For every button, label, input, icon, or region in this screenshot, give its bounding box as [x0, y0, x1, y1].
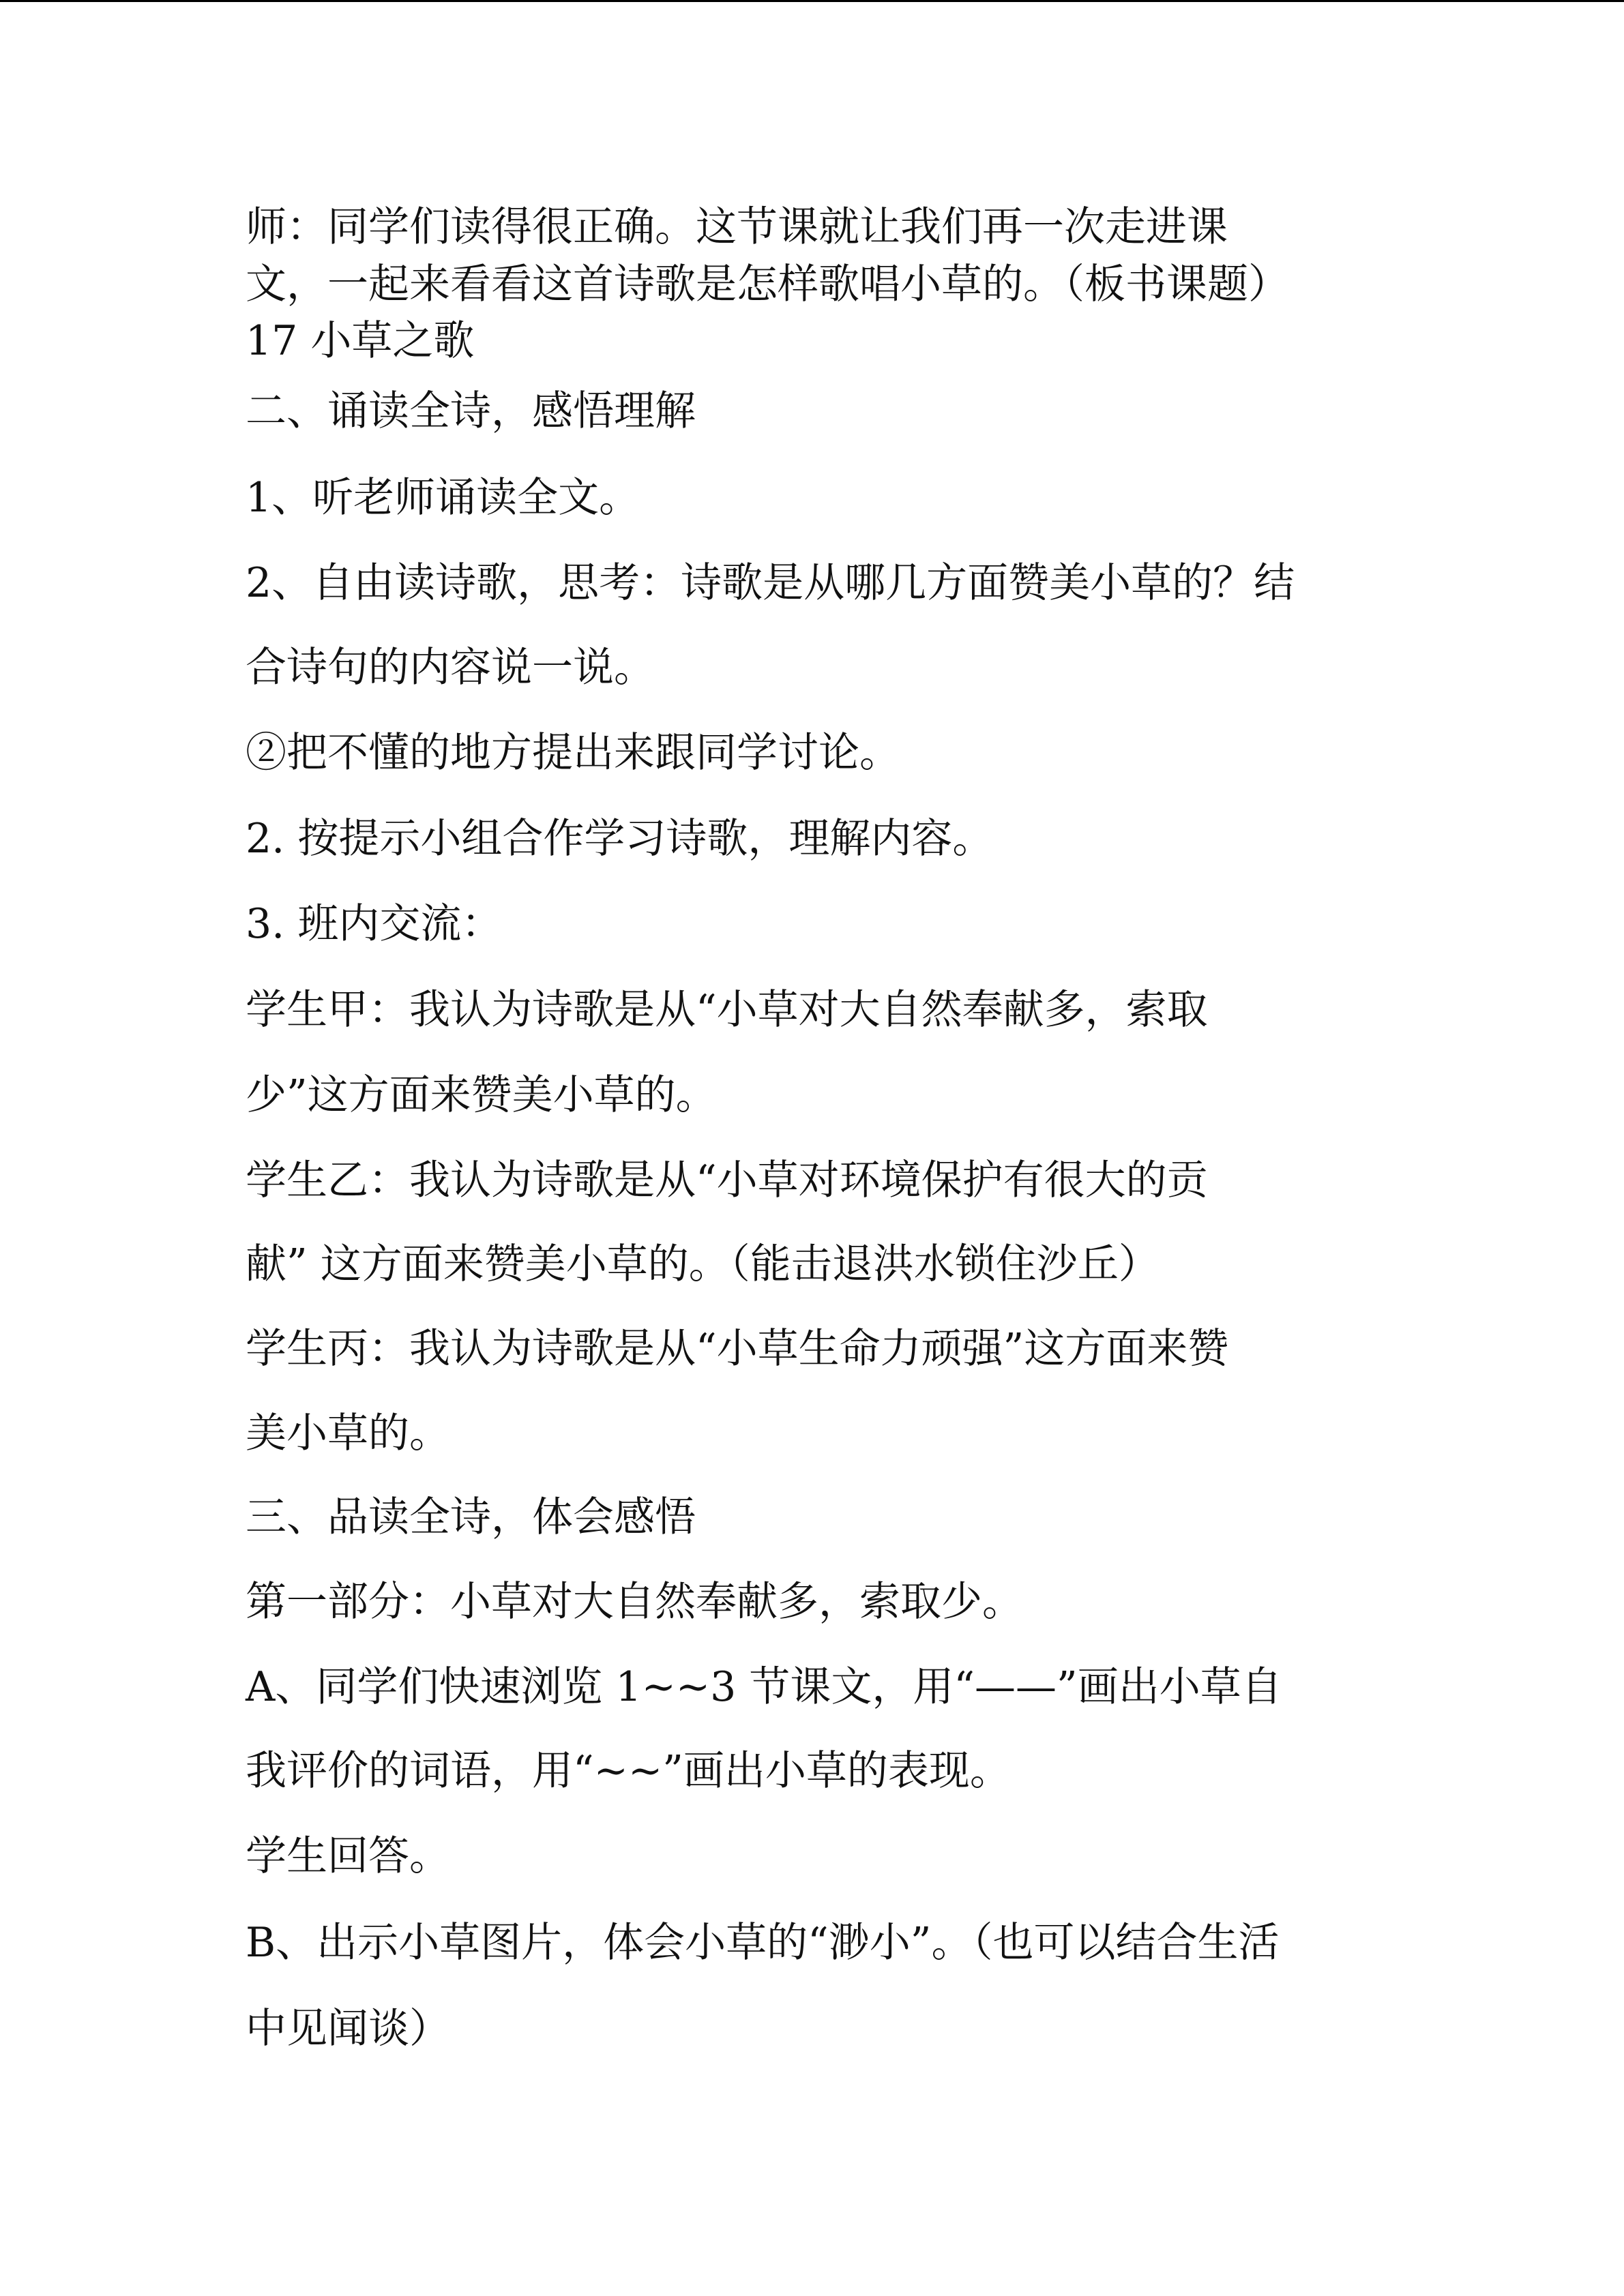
- section-heading: 三、品读全诗，体会感悟: [246, 1493, 696, 1541]
- text-line: 17 小草之歌: [246, 317, 475, 365]
- text-line: 文，一起来看看这首诗歌是怎样歌唱小草的。（板书课题）: [246, 260, 1289, 308]
- text-line: 师：同学们读得很正确。这节课就让我们再一次走进课: [246, 203, 1228, 251]
- text-line: 美小草的。: [246, 1410, 450, 1457]
- text-line: A、同学们快速浏览 1~~3 节课文，用“——”画出小草自: [246, 1663, 1282, 1711]
- text-line: 2. 按提示小组合作学习诗歌，理解内容。: [246, 815, 994, 863]
- text-line: ②把不懂的地方提出来跟同学讨论。: [246, 729, 900, 777]
- text-line: 第一部分：小草对大自然奉献多，索取少。: [246, 1578, 1023, 1626]
- text-line: B、出示小草图片，体会小草的“渺小”。（也可以结合生活: [246, 1919, 1280, 1967]
- text-line: 2、自由读诗歌，思考：诗歌是从哪几方面赞美小草的？结: [246, 559, 1295, 607]
- text-line: 1、听老师诵读全文。: [246, 474, 640, 522]
- text-line: 中见闻谈）: [246, 2005, 450, 2053]
- text-line: 学生回答。: [246, 1832, 450, 1880]
- text-line: 我评价的词语，用“~~”画出小草的表现。: [246, 1747, 1011, 1795]
- text-line: 学生乙：我认为诗歌是从“小草对环境保护有很大的贡: [246, 1157, 1208, 1204]
- text-line: 3. 班内交流：: [246, 900, 503, 948]
- text-line: 少”这方面来赞美小草的。: [246, 1071, 717, 1119]
- text-line: 学生丙：我认为诗歌是从“小草生命力顽强”这方面来赞: [246, 1325, 1229, 1373]
- section-heading: 二、诵读全诗，感悟理解: [246, 387, 696, 435]
- text-line: 学生甲：我认为诗歌是从“小草对大自然奉献多，索取: [246, 986, 1208, 1034]
- text-line: 献” 这方面来赞美小草的。（能击退洪水锁住沙丘）: [246, 1240, 1160, 1288]
- text-line: 合诗句的内容说一说。: [246, 644, 655, 691]
